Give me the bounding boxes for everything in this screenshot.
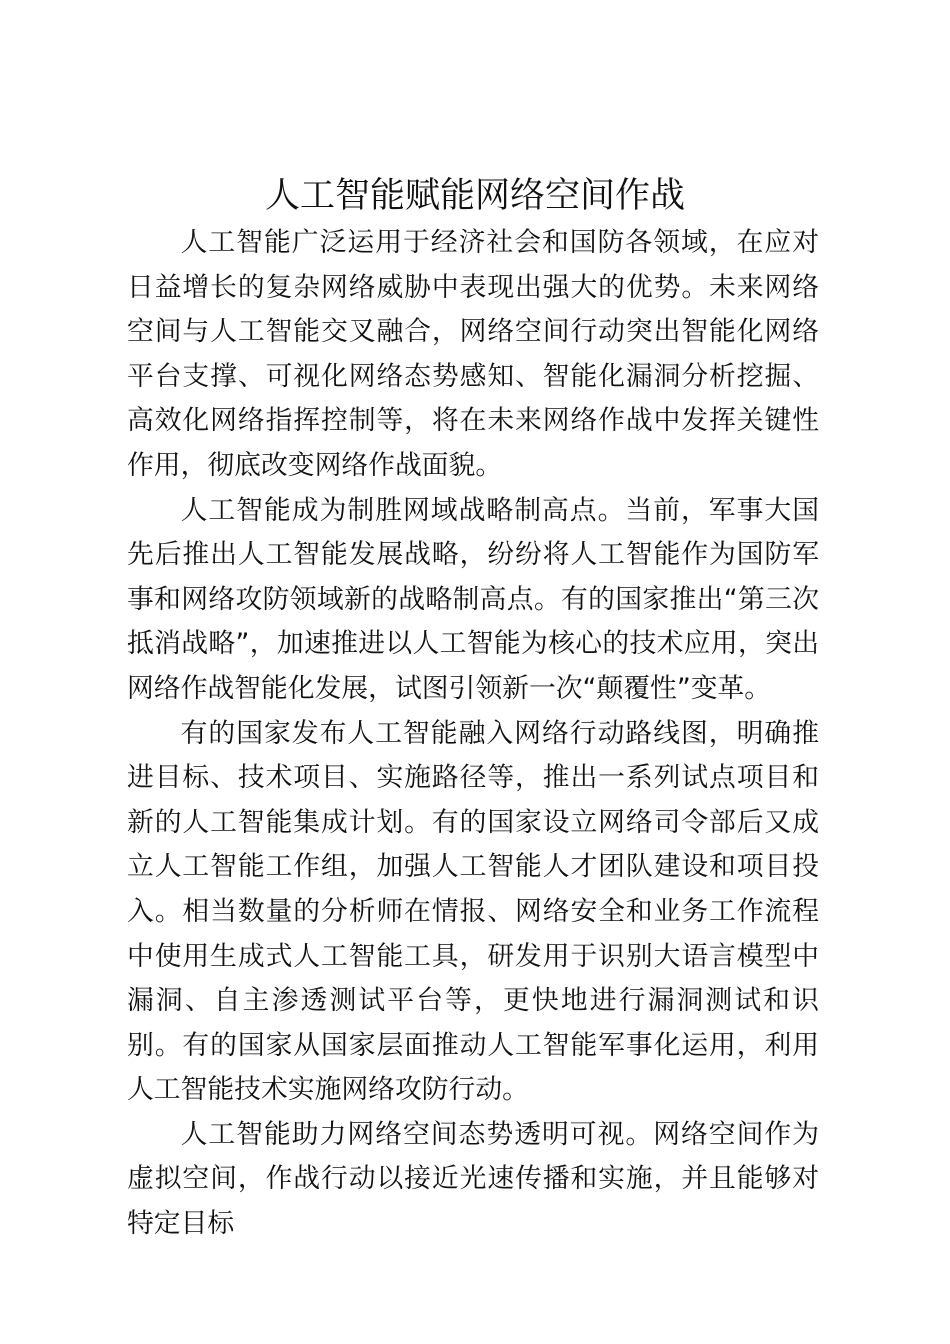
paragraph-2: 人工智能成为制胜网域战略制高点。当前，军事大国先后推出人工智能发展战略，纷纷将人工智能作为国防军事和网络攻防领域新的战略制高点。有的国家推出“第三次抵消战略”，加速推进以人工智能为核心的技术应用，突出网络作战智能化发展，试图引领新一次“颠覆性”变革。 [127,494,819,704]
paragraph-1: 人工智能广泛运用于经济社会和国防各领域，在应对日益增长的复杂网络威胁中表现出强大的优势。未来网络空间与人工智能交叉融合，网络空间行动突出智能化网络平台支撑、可视化网络态势感知、智能化漏洞分析挖掘、高效化网络指挥控制等，将在未来网络作战中发挥关键性作用，彻底改变网络作战面貌。 [127,227,819,481]
document-title: 人工智能赋能网络空间作战 [264,176,685,216]
document-body [127,221,819,1247]
paragraph-3: 有的国家发布人工智能融入网络行动路线图，明确推进目标、技术项目、实施路径等，推出一系列试点项目和新的人工智能集成计划。有的国家设立网络司令部后又成立人工智能工作组，加强人工智能人才团队建设和项目投入。相当数量的分析师在情报、网络安全和业务工作流程中使用生成式人工智能工具，研发用于识别大语言模型中漏洞、自主渗透测试平台等，更快地进行漏洞测试和识别。有的国家从国家层面推动人工智能军事化运用，利用人工智能技术实施网络攻防行动。 [127,717,819,1106]
paragraph-4: 人工智能助力网络空间态势透明可视。网络空间作为虚拟空间，作战行动以接近光速传播和实施，并且能够对特定目标 [127,1118,819,1240]
